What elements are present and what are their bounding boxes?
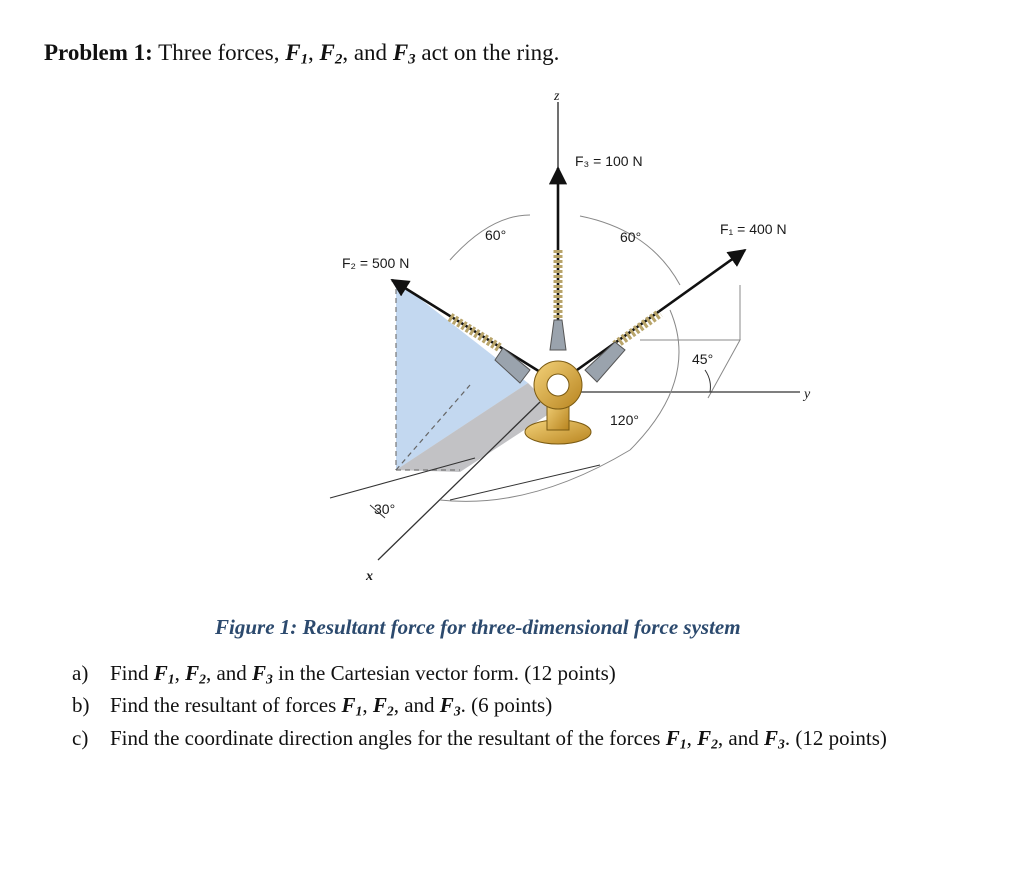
f1-label: F₁ = 400 N xyxy=(720,221,787,237)
connector-f3 xyxy=(550,320,566,350)
angle-30: 30° xyxy=(374,501,396,517)
force-f2: $F_2$ xyxy=(372,693,394,719)
question-text: , xyxy=(686,725,698,750)
question-text: , xyxy=(174,661,186,685)
force-f3: $F_3$ xyxy=(764,725,785,752)
force-f2: $F_2$ xyxy=(697,725,718,752)
axis-y-label: y xyxy=(804,387,811,402)
question-text: in the Cartesian vector form. (12 points) xyxy=(272,661,616,685)
force-f3: $F_3$ xyxy=(252,661,273,687)
force-f3: $F_3$ xyxy=(392,40,416,68)
question-text: . (12 points) xyxy=(784,725,887,750)
question-letter: c) xyxy=(72,725,89,750)
force-f1: $F_1$ xyxy=(341,693,363,719)
force-diagram-svg xyxy=(300,80,860,600)
question-letter: b) xyxy=(72,693,90,718)
connector-f1 xyxy=(585,342,625,382)
question-list xyxy=(72,660,992,757)
question-text: Find the coordinate direction angles for the resultant of the forces xyxy=(110,725,666,750)
figure-caption: Figure 1: Resultant force for three-dimensional force system xyxy=(215,615,741,639)
f2-label: F₂ = 500 N xyxy=(342,255,410,271)
force-f2: $F_2$ xyxy=(319,40,343,68)
f3-label: F₃ = 100 N xyxy=(575,153,643,169)
force-f3: $F_3$ xyxy=(439,693,461,719)
axis-x-label: x xyxy=(366,569,373,584)
question-b xyxy=(72,692,992,724)
force-f2: $F_2$ xyxy=(185,661,206,687)
force-f1: $F_1$ xyxy=(285,40,309,68)
title-text: Three forces, xyxy=(152,40,286,65)
force-f1: $F_1$ xyxy=(665,725,687,752)
title-sep: , and xyxy=(342,40,393,65)
question-text: , xyxy=(362,693,373,718)
angle-45: 45° xyxy=(692,351,714,367)
f1-vector xyxy=(570,250,745,375)
axis-z-label: z xyxy=(554,89,560,104)
title-sep: , xyxy=(308,40,320,65)
problem-number: Problem 1: xyxy=(44,40,153,65)
angle-60-right: 60° xyxy=(620,229,642,245)
question-text: , and xyxy=(205,661,253,685)
force-diagram xyxy=(300,80,860,600)
problem-title xyxy=(44,40,559,69)
title-tail: act on the ring. xyxy=(415,40,560,65)
question-letter: a) xyxy=(72,661,89,685)
question-a xyxy=(72,660,992,692)
arc-45 xyxy=(705,370,710,392)
angle-60-left: 60° xyxy=(485,227,507,243)
question-text: . (6 points) xyxy=(460,693,553,718)
question-text: , and xyxy=(717,725,764,750)
question-text: Find xyxy=(110,661,154,685)
question-text: Find the resultant of forces xyxy=(110,693,342,718)
ring-hole xyxy=(547,374,569,396)
force-f1: $F_1$ xyxy=(153,661,175,687)
angle-120: 120° xyxy=(610,412,639,428)
f1-projection xyxy=(640,340,740,398)
arc-60-right xyxy=(580,216,680,285)
question-text: , and xyxy=(393,693,440,718)
question-c xyxy=(72,725,992,757)
